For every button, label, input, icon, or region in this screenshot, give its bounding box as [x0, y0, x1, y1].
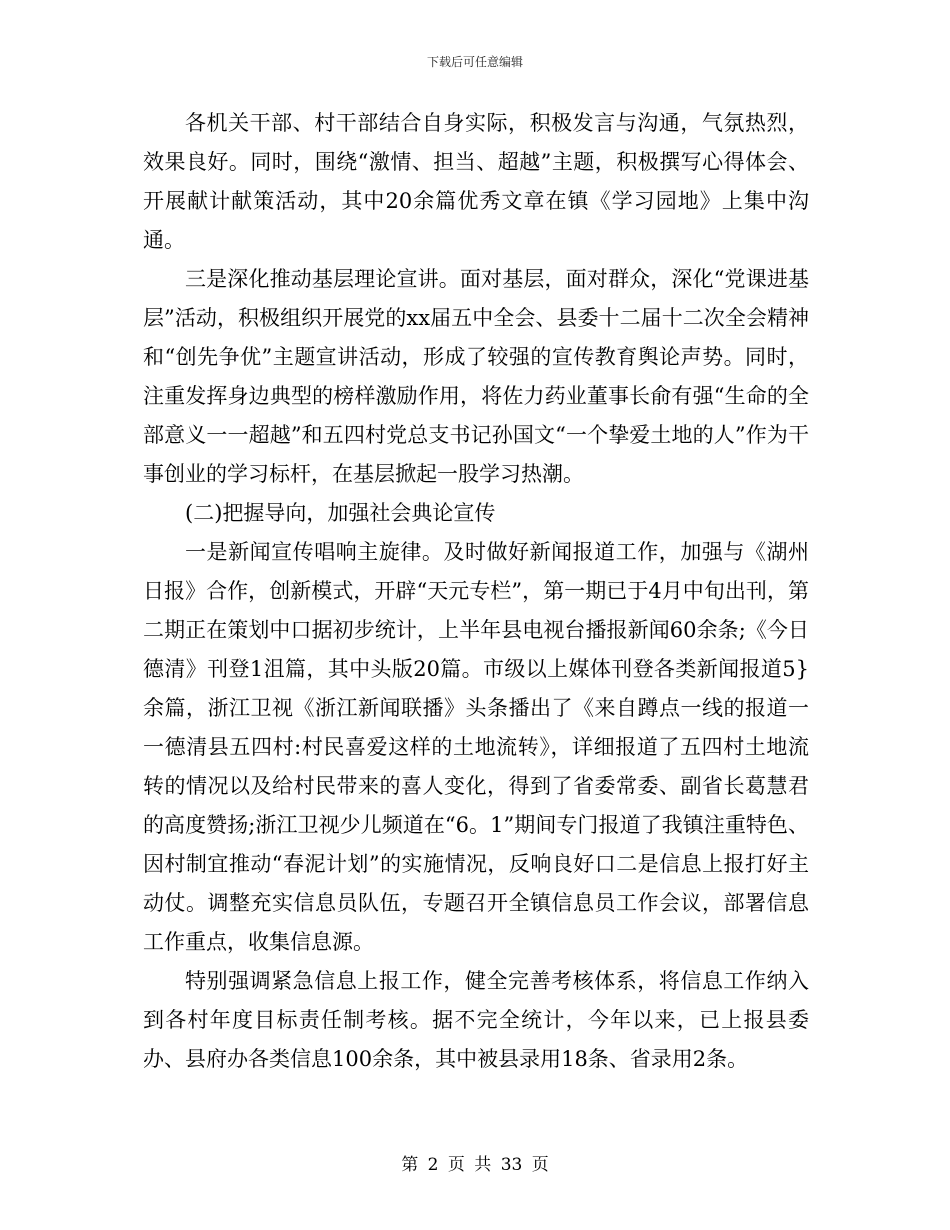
page-header-note: 下载后可任意编辑: [426, 55, 523, 69]
page-number: 第 2 页 共 33 页: [401, 1155, 549, 1175]
document-body: [143, 104, 809, 1079]
paragraph-info-reporting: 特别强调紧急信息上报工作，健全完善考核体系，将信息工作纳入到各村年度目标责任制考核。据不完全统计，今年以来，已上报县委办、县府办各类信息100余条，其中被县录用18条、省录用2条。: [143, 969, 809, 1071]
paragraph-discussion: 各机关干部、村干部结合自身实际，积极发言与沟通，气氛热烈，效果良好。同时，围绕“激情、担当、超越”主题，积极撰写心得体会、开展献计献策活动，其中20余篇优秀文章在镇《学习园地》上集中沟通。: [143, 111, 809, 252]
paragraph-theory-lecture: 三是深化推动基层理论宣讲。面对基层，面对群众，深化“党课进基层”活动，积极组织开展党的xx届五中全会、县委十二届十二次全会精神和“创先争优”主题宣讲活动，形成了较强的宣传教育舆论声势。同时，注重发挥身边典型的榜样激励作用，将佐力药业董事长俞有强“生命的全部意义一一超越”和五四村党总支书记孙国文“一个挚爱土地的人”作为干事创业的学习标杆，在基层掀起一股学习热潮。: [143, 267, 809, 486]
section-heading-publicity: (二)把握导向，加强社会典论宣传: [185, 501, 496, 525]
paragraph-news-publicity: 一是新闻宣传唱响主旋律。及时做好新闻报道工作，加强与《湖州日报》合作，创新模式，开辟“天元专栏”，第一期已于4月中旬出刊，第二期正在策划中口据初步统计，上半年县电视台播报新闻60余条;《今日德清》刊登1沮篇，其中头版20篇。市级以上媒体刊登各类新闻报道5}余篇，浙江卫视《浙江新闻联播》头条播出了《来自蹲点一线的报道一一德清县五四村:村民喜爱这样的土地流转》，详细报道了五四村土地流转的情况以及给村民带来的喜人变化，得到了省委常委、副省长葛慧君的高度赞扬;浙江卫视少儿频道在“6。1”期间专门报道了我镇注重特色、因村制宜推动“春泥计划”的实施情况，反响良好口二是信息上报打好主动仗。调整充实信息员队伍，专题召开全镇信息员工作会议，部署信息工作重点，收集信息源。: [143, 540, 809, 954]
